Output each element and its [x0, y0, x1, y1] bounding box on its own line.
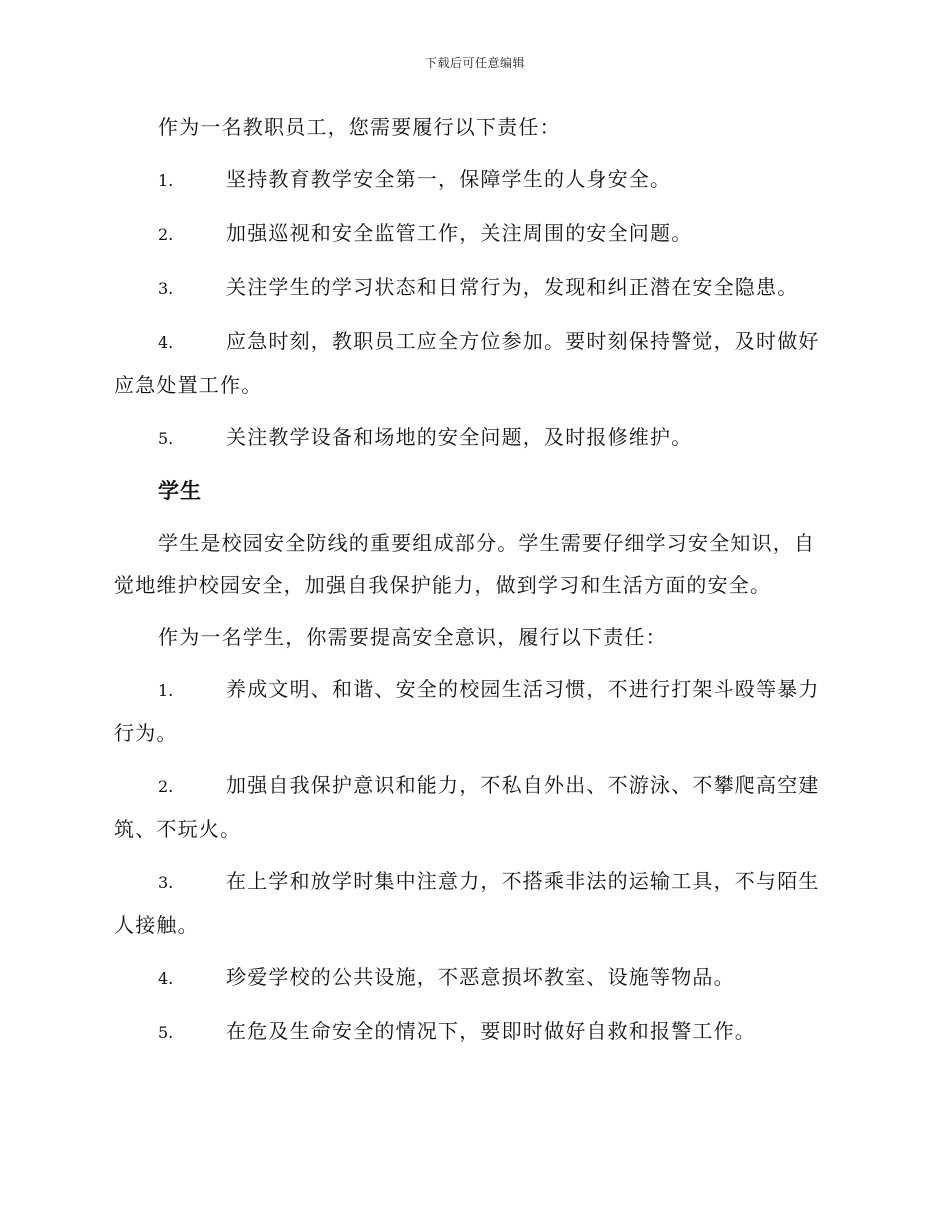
list-item-text: 关注教学设备和场地的安全问题，及时报修维护。: [226, 425, 693, 449]
document-body: [114, 106, 834, 1064]
staff-intro: 作为一名教职员工，您需要履行以下责任：: [158, 115, 561, 139]
list-number: 4.: [158, 969, 174, 988]
student-list-item-3: [114, 860, 834, 946]
list-item-text: 加强巡视和安全监管工作，关注周围的安全问题。: [226, 221, 693, 245]
list-number: 2.: [158, 225, 174, 244]
list-item-text: 在上学和放学时集中注意力，不搭乘非法的运输工具，不与陌生人接触。: [114, 869, 820, 937]
student-list-item-2: [114, 764, 834, 850]
list-item-text: 坚持教育教学安全第一，保障学生的人身安全。: [226, 167, 672, 191]
list-item-text: 养成文明、和谐、安全的校园生活习惯，不进行打架斗殴等暴力行为。: [114, 677, 820, 745]
list-number: 5.: [158, 429, 174, 448]
list-number: 1.: [158, 681, 174, 700]
staff-list-item-1: [114, 158, 834, 202]
list-number: 3.: [158, 873, 174, 892]
student-list-item-4: [114, 956, 834, 1000]
list-number: 3.: [158, 279, 174, 298]
list-number: 2.: [158, 777, 174, 796]
staff-list-item-3: [114, 266, 834, 310]
list-item-text: 应急时刻，教职员工应全方位参加。要时刻保持警觉，及时做好应急处置工作。: [114, 329, 820, 397]
list-item-text: 在危及生命安全的情况下，要即时做好自救和报警工作。: [226, 1019, 756, 1043]
student-intro: 作为一名学生，你需要提高安全意识，履行以下责任：: [158, 625, 667, 649]
list-number: 1.: [158, 171, 174, 190]
list-number: 5.: [158, 1023, 174, 1042]
list-item-text: 珍爱学校的公共设施，不恶意损坏教室、设施等物品。: [226, 965, 735, 989]
staff-list-item-5: [114, 416, 834, 460]
staff-list-item-2: [114, 212, 834, 256]
list-item-text: 加强自我保护意识和能力，不私自外出、不游泳、不攀爬高空建筑、不玩火。: [114, 773, 820, 841]
staff-list-item-4: [114, 320, 834, 406]
student-list-item-5: [114, 1010, 834, 1054]
list-number: 4.: [158, 333, 174, 352]
section-heading-student: 学生: [158, 478, 202, 503]
student-list-item-1: [114, 668, 834, 754]
list-item-text: 关注学生的学习状态和日常行为，发现和纠正潜在安全隐患。: [226, 275, 799, 299]
page-header: 下载后可任意编辑: [424, 56, 525, 70]
student-paragraph: 学生是校园安全防线的重要组成部分。学生需要仔细学习安全知识，自觉地维护校园安全，加强自我保护能力，做到学习和生活方面的安全。: [114, 531, 816, 597]
